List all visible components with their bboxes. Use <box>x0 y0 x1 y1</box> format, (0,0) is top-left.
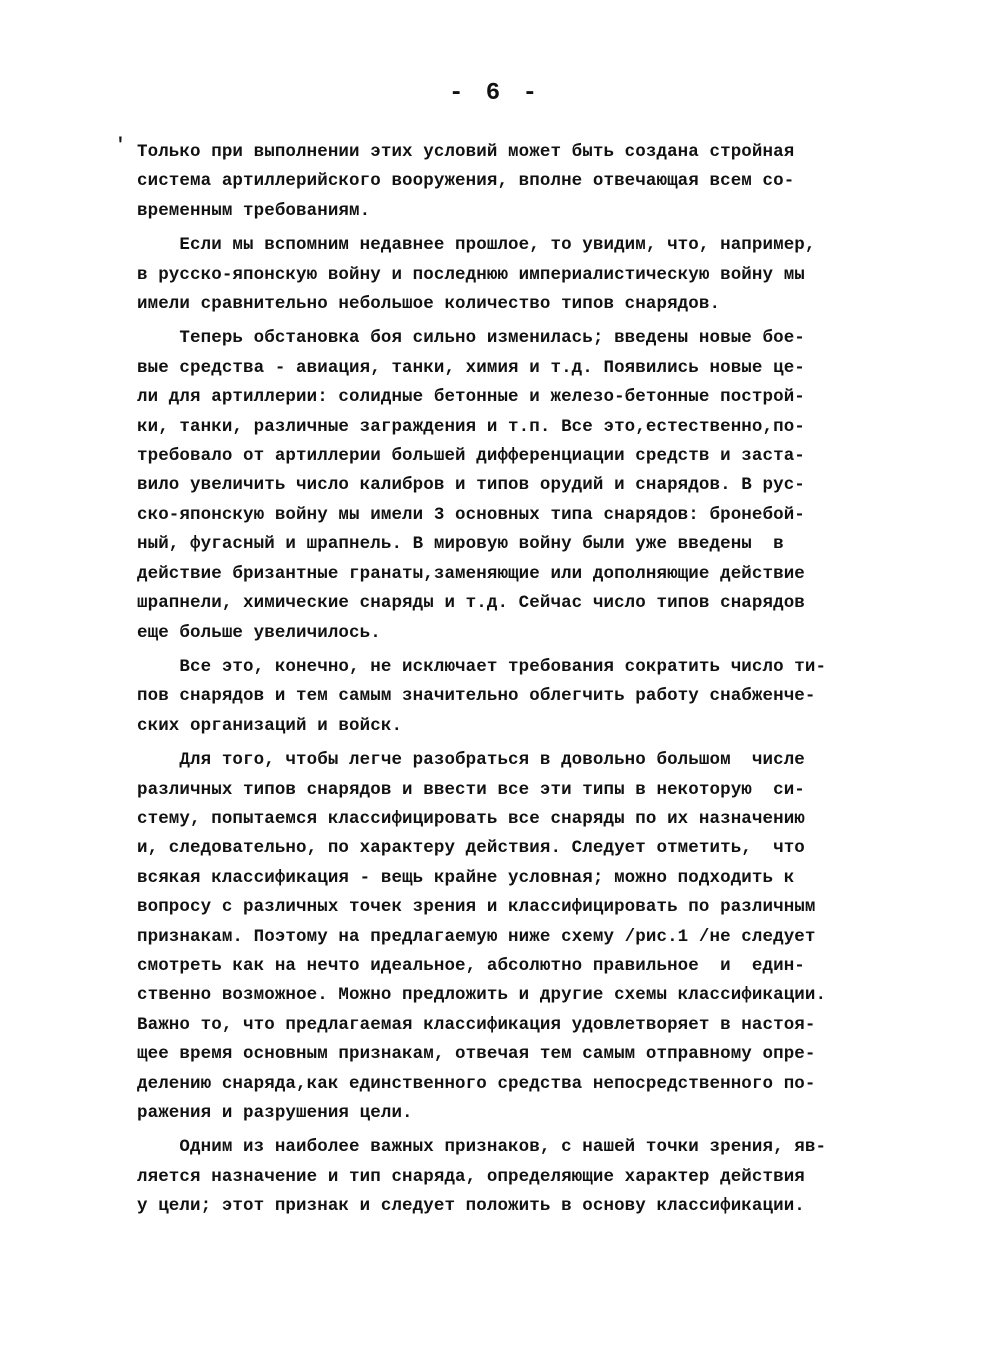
text-line: Если мы вспомним недавнее прошлое, то увидим, что, например, <box>137 235 816 256</box>
text-line: ских организаций и войск. <box>137 715 403 736</box>
text-line: щее время основным признакам, отвечая тем самым отправному опре- <box>137 1044 816 1065</box>
text-line: и, следовательно, по характеру действия. Следует отметить, что <box>137 838 805 859</box>
text-line: Важно то, что предлагаемая классификация удовлетворяет в настоя- <box>137 1014 816 1035</box>
text-line: ный, фугасный и шрапнель. В мировую войну были уже введены в <box>137 534 784 555</box>
text-line: Для того, чтобы легче разобраться в довольно большом числе <box>137 750 805 771</box>
text-line: требовало от артиллерии большей дифференциации средств и заста- <box>137 446 805 467</box>
paragraph <box>137 1133 869 1221</box>
text-line: еще больше увеличилось. <box>137 622 381 643</box>
text-line: Только при выполнении этих условий может быть создана стройная <box>137 142 795 162</box>
paragraph <box>137 231 869 319</box>
paragraph <box>137 138 869 226</box>
text-line: ки, танки, различные заграждения и т.п. Все это,естественно,по- <box>137 416 805 437</box>
text-line: у цели; этот признак и следует положить в основу классификации. <box>137 1196 805 1217</box>
text-line: временным требованиям. <box>137 200 371 221</box>
text-line: делению снаряда,как единственного средства непосредственного по- <box>137 1073 816 1094</box>
text-line: ско-японскую войну мы имели 3 основных типа снарядов: бронебой- <box>137 504 805 525</box>
text-line: шрапнели, химические снаряды и т.д. Сейчас число типов снарядов <box>137 593 805 614</box>
text-line: пов снарядов и тем самым значительно облегчить работу снабженче- <box>137 686 816 707</box>
text-line: Все это, конечно, не исключает требования сократить число ти- <box>137 656 827 677</box>
text-line: действие бризантные гранаты,заменяющие или дополняющие действие <box>137 563 805 584</box>
text-line: всякая классификация - вещь крайне условная; можно подходить к <box>137 867 795 888</box>
paragraph <box>137 653 869 741</box>
text-line: смотреть как на нечто идеальное, абсолютно правильное и един- <box>137 955 805 976</box>
text-line: ляется назначение и тип снаряда, определяющие характер действия <box>137 1166 805 1187</box>
body-text <box>137 138 869 1227</box>
text-line: вые средства - авиация, танки, химия и т.д. Появились новые це- <box>137 357 805 378</box>
text-line: система артиллерийского вооружения, вполне отвечающая всем со- <box>137 171 795 192</box>
text-line: имели сравнительно небольшое количество типов снарядов. <box>137 294 721 315</box>
text-line: Одним из наиболее важных признаков, с нашей точки зрения, яв- <box>137 1137 827 1158</box>
text-line: ражения и разрушения цели. <box>137 1103 413 1123</box>
paragraph <box>137 746 869 1128</box>
text-line: Теперь обстановка боя сильно изменилась; введены новые боe- <box>137 328 805 349</box>
text-line: вопросу с различных точек зрения и классифицировать по различным <box>137 897 816 918</box>
text-line: ственно возможное. Можно предложить и другие схемы классификации. <box>137 985 827 1006</box>
text-line: различных типов снарядов и ввести все эти типы в некоторую си- <box>137 779 805 800</box>
text-line: признакам. Поэтому на предлагаемую ниже схему /рис.1 /не следует <box>137 926 816 947</box>
paragraph <box>137 324 869 647</box>
text-line: ли для артиллерии: солидные бетонные и железо-бетонные построй- <box>137 387 805 408</box>
margin-mark: ′ <box>115 136 126 156</box>
text-line: в русско-японскую войну и последнюю империалистическую войну мы <box>137 264 805 285</box>
text-line: вило увеличить число калибров и типов орудий и снарядов. В рус- <box>137 475 805 496</box>
page-number: - 6 - <box>448 80 541 107</box>
text-line: стему, попытаемся классифицировать все снаряды по их назначению <box>137 808 805 829</box>
